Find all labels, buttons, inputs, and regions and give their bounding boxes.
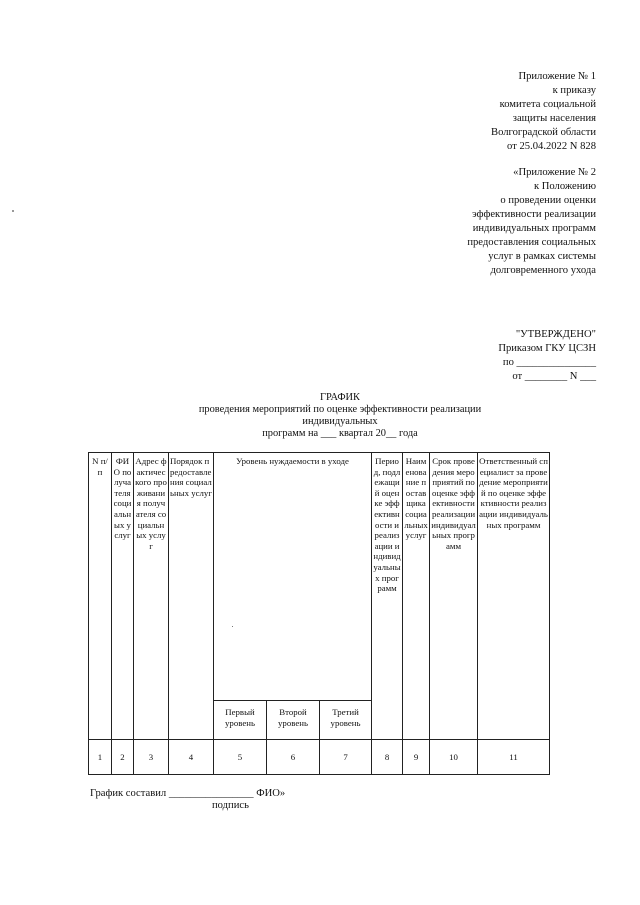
appendix-2-line: индивидуальных программ: [472, 223, 596, 234]
appendix-1-line: от 25.04.2022 N 828: [507, 141, 596, 152]
column-number-cell: 11: [478, 740, 550, 775]
column-number-cell: 9: [403, 740, 430, 775]
appendix-2-line: услуг в рамках системы: [488, 251, 596, 262]
appendix-1-header: [491, 70, 596, 154]
header-cell-assessment-period: Период, подлежащий оценке эффективности и реализации индивидуальных программ: [372, 453, 403, 740]
table-column-number-row: [89, 740, 550, 775]
subheader-cell-first-level: Первый уровень: [214, 701, 267, 740]
scan-artifact: [12, 210, 14, 212]
header-cell-provider-name: Наименование поставщика социальных услуг: [403, 453, 430, 740]
schedule-table: [88, 452, 550, 775]
title-line: программ на ___ квартал 20__ года: [262, 428, 418, 439]
scan-artifact: [232, 626, 233, 627]
header-cell-responsible-specialist: Ответственный специалист за проведение мероприятий по оценке эффективности реализации индивидуальных программ: [478, 453, 550, 740]
column-number-cell: 6: [267, 740, 320, 775]
header-cell-address: Адрес фактического проживания получателя социальных услуг: [134, 453, 169, 740]
appendix-2-line: к Положению: [533, 181, 596, 192]
title-line: ГРАФИК: [320, 392, 360, 403]
approval-stamp: [498, 328, 596, 384]
appendix-1-line: к приказу: [552, 85, 596, 96]
header-cell-care-need-level: Уровень нуждаемости в уходе: [214, 453, 372, 701]
subheader-cell-third-level: Третий уровень: [320, 701, 372, 740]
header-cell-recipient-name: ФИО получателя социальных услуг: [112, 453, 134, 740]
column-number-cell: 3: [134, 740, 169, 775]
appendix-2-line: эффективности реализации: [472, 209, 596, 220]
appendix-2-line: о проведении оценки: [500, 195, 596, 206]
appendix-2-line: предоставления социальных: [467, 237, 596, 248]
header-cell-number: N п/п: [89, 453, 112, 740]
column-number-cell: 1: [89, 740, 112, 775]
column-number-cell: 8: [372, 740, 403, 775]
title-line: индивидуальных: [302, 416, 378, 427]
column-number-cell: 4: [169, 740, 214, 775]
column-number-cell: 10: [430, 740, 478, 775]
approval-line: по _______________: [502, 357, 596, 368]
signature-label: подпись: [212, 800, 249, 811]
title-line: проведения мероприятий по оценке эффективности реализации: [198, 404, 482, 415]
appendix-1-line: Волгоградской области: [491, 127, 596, 138]
appendix-1-line: Приложение № 1: [518, 71, 596, 82]
header-cell-assessment-deadline: Срок проведения мероприятий по оценке эффективности реализации индивидуальных программ: [430, 453, 478, 740]
appendix-2-header: [467, 166, 596, 278]
approval-line: "УТВЕРЖДЕНО": [515, 329, 596, 340]
header-cell-service-order: Порядок предоставления социальных услуг: [169, 453, 214, 740]
appendix-1-line: защиты населения: [512, 113, 596, 124]
appendix-2-line: долговременного ухода: [490, 265, 596, 276]
column-number-cell: 2: [112, 740, 134, 775]
appendix-1-line: комитета социальной: [499, 99, 596, 110]
column-number-cell: 5: [214, 740, 267, 775]
table-header-row: [89, 453, 550, 701]
approval-line: Приказом ГКУ ЦСЗН: [498, 343, 596, 354]
column-number-cell: 7: [320, 740, 372, 775]
appendix-2-line: «Приложение № 2: [513, 167, 596, 178]
approval-line: от ________ N ___: [512, 371, 596, 382]
compiled-by-line: График составил ________________ ФИО»: [90, 788, 286, 799]
subheader-cell-second-level: Второй уровень: [267, 701, 320, 740]
document-title: [0, 392, 640, 440]
